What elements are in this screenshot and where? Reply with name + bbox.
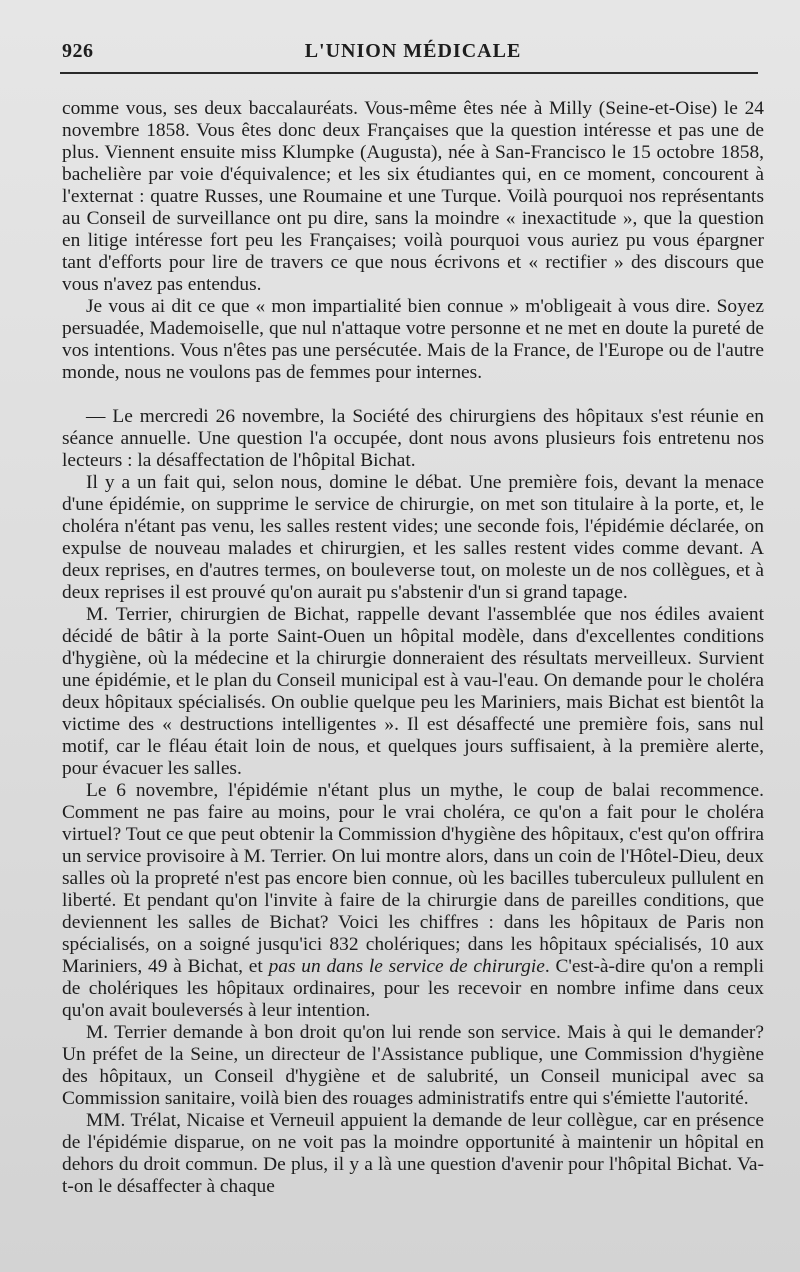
header-rule — [60, 72, 758, 74]
italic-emphasis: pas un dans le service de chirurgie — [268, 956, 545, 977]
paragraph: Je vous ai dit ce que « mon impartialité bien connue » m'obligeait à vous dire. Soyez persuadée, Mademoiselle, que nul n'attaque votre personne et ne met en doute la pureté de vos intentions. Vous n'êtes pas une persécutée. Mais de la France, de l'Europe ou de l'autre monde, nous ne voulons pas de femmes pour internes. — [62, 296, 764, 383]
running-title: L'UNION MÉDICALE — [304, 40, 522, 62]
paragraph-continuation: comme vous, ses deux baccalauréats. Vous-même êtes née à Milly (Seine-et-Oise) le 24 novembre 1858. Vous êtes donc deux Françaises que la question intéresse et pas une de plus. Viennent ensuite miss Klumpke (Augusta), née à San-Francisco le 15 octobre 1858, bachelière par voie d'équivalence; et les six étudiantes qui, en ce moment, concourent à l'externat : quatre Russes, une Roumaine et une Turque. Voilà pourquoi nos représentants au Conseil de surveillance ont pu dire, sans la moindre « inexactitude », que la question en litige intéresse fort peu les Françaises; voilà pourquoi vous auriez pu vous épargner tant d'efforts pour lire de travers ce que nous écrivons et « rectifier » des discours que vous n'avez pas entendus. — [62, 98, 764, 295]
paragraph: Il y a un fait qui, selon nous, domine le débat. Une première fois, devant la menace d'une épidémie, on supprime le service de chirurgie, on met son titulaire à la porte, et, le choléra n'étant pas venu, les salles restent vides; une seconde fois, l'épidémie déclarée, on expulse de nouveau malades et chirurgien, et les salles restent vides comme devant. A deux reprises, en d'autres termes, on bouleverse tout, on moleste un de nos collègues, et à deux reprises il est prouvé qu'on aurait pu s'abstenir d'un si grand tapage. — [62, 472, 764, 603]
paragraph-text: . C'est-à-dire qu'on a rempli de cholériques les hôpitaux ordinaires, pour les recevoir en nombre infime dans ceux qu'on avait bouleversés à leur intention. — [62, 956, 764, 1021]
section-break — [62, 384, 764, 406]
page-header — [62, 38, 764, 68]
paragraph: M. Terrier, chirurgien de Bichat, rappelle devant l'assemblée que nos édiles avaient décidé de bâtir à la porte Saint-Ouen un hôpital modèle, dans d'excellentes conditions d'hygiène, où la médecine et la chirurgie donneraient des résultats merveilleux. Survient une épidémie, et le plan du Conseil municipal est à vau-l'eau. On demande pour le choléra deux hôpitaux spécialisés. On oublie quelque peu les Mariniers, mais Bichat est bientôt la victime des « destructions intelligentes ». Il est désaffecté une première fois, sans nul motif, car le fléau était loin de nous, et quelques jours suffisaient, à la première alerte, pour évacuer les salles. — [62, 604, 764, 779]
paragraph-with-emphasis — [62, 780, 764, 1022]
article-body — [62, 98, 764, 1198]
page-number: 926 — [62, 40, 94, 62]
paragraph: — Le mercredi 26 novembre, la Société des chirurgiens des hôpitaux s'est réunie en séance annuelle. Une question l'a occupée, dont nous avons plusieurs fois entretenu nos lecteurs : la désaffectation de l'hôpital Bichat. — [62, 406, 764, 471]
paragraph: M. Terrier demande à bon droit qu'on lui rende son service. Mais à qui le demander? Un préfet de la Seine, un directeur de l'Assistance publique, une Commission d'hygiène des hôpitaux, un Conseil d'hygiène et de salubrité, un Conseil municipal avec sa Commission sanitaire, voilà bien des rouages administratifs entre qui s'émiette l'autorité. — [62, 1022, 764, 1109]
paragraph: MM. Trélat, Nicaise et Verneuil appuient la demande de leur collègue, car en présence de l'épidémie disparue, on ne voit pas la moindre opportunité à maintenir un hôpital en dehors du droit commun. De plus, il y a là une question d'avenir pour l'hôpital Bichat. Va-t-on le désaffecter à chaque — [62, 1110, 764, 1197]
paragraph-text: Le 6 novembre, l'épidémie n'étant plus un mythe, le coup de balai recommence. Comment ne pas faire au moins, pour le vrai choléra, ce qu'on a fait pour le choléra virtuel? Tout ce que peut obtenir la Commission d'hygiène des hôpitaux, c'est qu'on offrira un service provisoire à M. Terrier. On lui montre alors, dans un coin de l'Hôtel-Dieu, deux salles où la propreté n'est pas encore bien connue, où les bacilles tuberculeux pullulent en liberté. Et pendant qu'on l'invite à faire de la chirurgie dans de pareilles conditions, que deviennent les salles de Bichat? Voici les chiffres : dans les hôpitaux de Paris non spécialisés, on a soigné jusqu'ici 832 cholériques; dans les hôpitaux spécialisés, 10 aux Mariniers, 49 à Bichat, et — [62, 780, 764, 977]
